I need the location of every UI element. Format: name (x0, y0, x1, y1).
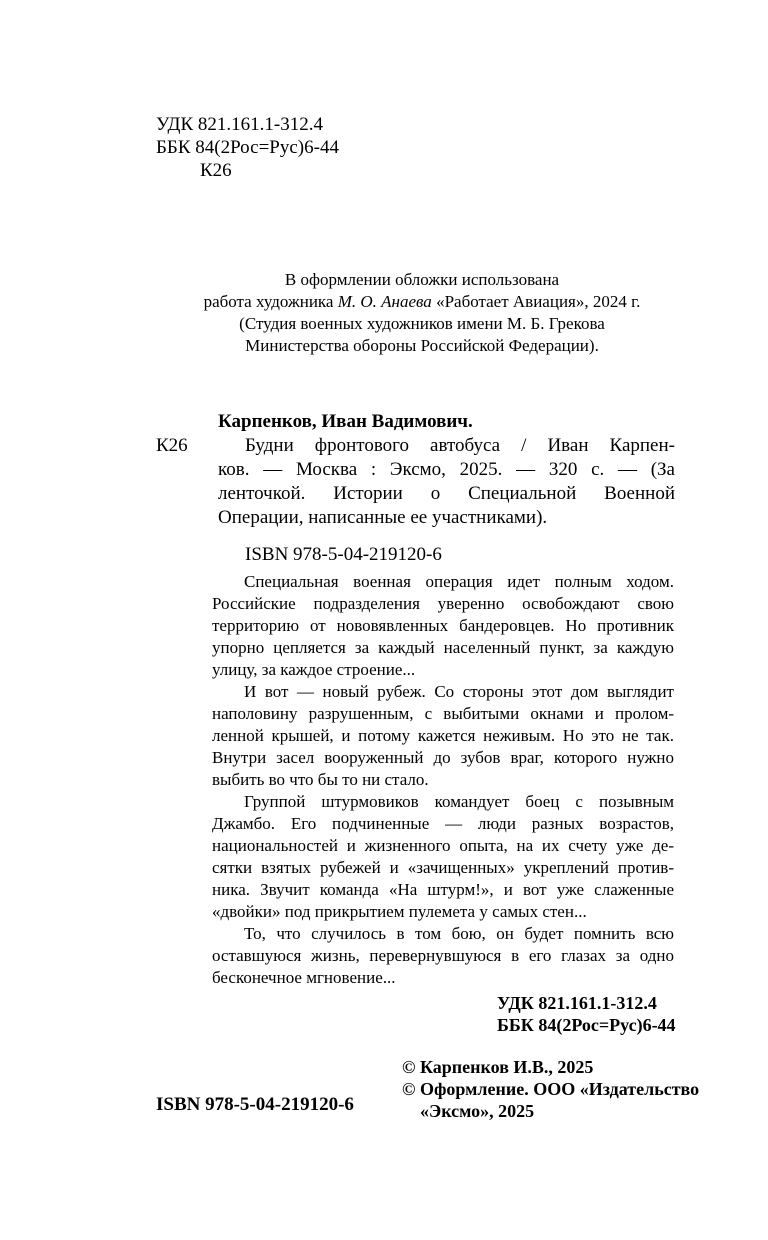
annotation-line: Специальная военная операция идет полным ходом. (244, 572, 674, 591)
cover-credit-line-2 (156, 290, 688, 313)
cover-credit-line-1: В оформлении обложки использована (284, 270, 560, 289)
annotation-line: ника. Звучит команда «На штурм!», и вот уже слаженные (212, 880, 674, 899)
author-mark: К26 (200, 160, 232, 181)
copyright-design: © Оформление. ООО «Издательство (402, 1079, 700, 1099)
cover-credit-prefix: работа художника (203, 292, 338, 311)
annotation-line: Джамбо. Его подчиненные — люди разных возрастов, (212, 814, 674, 833)
annotation-line: наполовину разрушенным, с выбитыми окнами и пролом- (212, 704, 674, 723)
annotation-line: ленной крышей, и потому кажется неживым. Но это не так. (212, 726, 674, 745)
copyright-author: © Карпенков И.В., 2025 (402, 1057, 594, 1077)
catalog-isbn: ISBN 978-5-04-219120-6 (245, 544, 442, 565)
bbk-code: ББК 84(2Рос=Рус)6-44 (156, 137, 339, 158)
udk-code-bottom: УДК 821.161.1-312.4 (497, 993, 657, 1013)
annotation-line: «двойки» под прикрытием пулемета у самых стен... (212, 902, 587, 921)
annotation-line: территорию от нововявленных бандеровцев. Но противник (212, 616, 674, 635)
annotation-line: оставшуюся жизнь, перевернувшуюся в его глазах за одно (212, 946, 674, 965)
annotation-line: То, что случилось в том бою, он будет помнить всю (244, 924, 674, 943)
annotation-line: улицу, за каждое строение... (212, 660, 416, 679)
catalog-desc-line-2: ков. — Москва : Эксмо, 2025. — 320 с. — (За (218, 459, 675, 480)
annotation-line: бесконечное мгновение... (212, 968, 396, 987)
catalog-desc-line-3: ленточкой. Истории о Специальной Военной (218, 483, 675, 504)
annotation-line: национальностей и жизненного опыта, на их счету уже де- (212, 836, 674, 855)
annotation-line: сятки взятых рубежей и «зачищенных» укреплений против- (212, 858, 674, 877)
catalog-mark: К26 (156, 435, 188, 456)
isbn-bottom: ISBN 978-5-04-219120-6 (156, 1094, 354, 1115)
udk-code: УДК 821.161.1-312.4 (156, 114, 323, 135)
annotation-line: упорно цепляется за каждый населенный пункт, за каждую (212, 638, 674, 657)
bbk-code-bottom: ББК 84(2Рос=Рус)6-44 (497, 1015, 676, 1035)
annotation-line: Внутри засел вооруженный до зубов враг, которого нужно (212, 748, 674, 767)
catalog-desc-line-1: Будни фронтового автобуса / Иван Карпен- (245, 435, 675, 456)
cover-credit-line-3: (Студия военных художников имени М. Б. Грекова (239, 314, 605, 333)
annotation-line: выбить во что бы то ни стало. (212, 770, 429, 789)
cover-credit-line-4: Министерства обороны Российской Федерации). (245, 336, 599, 355)
cover-credit-artist: М. О. Анаева (337, 292, 432, 311)
catalog-desc-line-4: Операции, написанные ее участниками). (218, 507, 548, 528)
cover-credit-suffix: «Работает Авиация», 2024 г. (431, 292, 641, 311)
annotation-line: И вот — новый рубеж. Со стороны этот дом выглядит (244, 682, 674, 701)
annotation-line: Российские подразделения уверенно освобождают свою (212, 594, 674, 613)
annotation-line: Группой штурмовиков командует боец с позывным (244, 792, 674, 811)
catalog-author-heading: Карпенков, Иван Вадимович. (218, 411, 473, 432)
copyright-design-cont: «Эксмо», 2025 (420, 1101, 535, 1121)
